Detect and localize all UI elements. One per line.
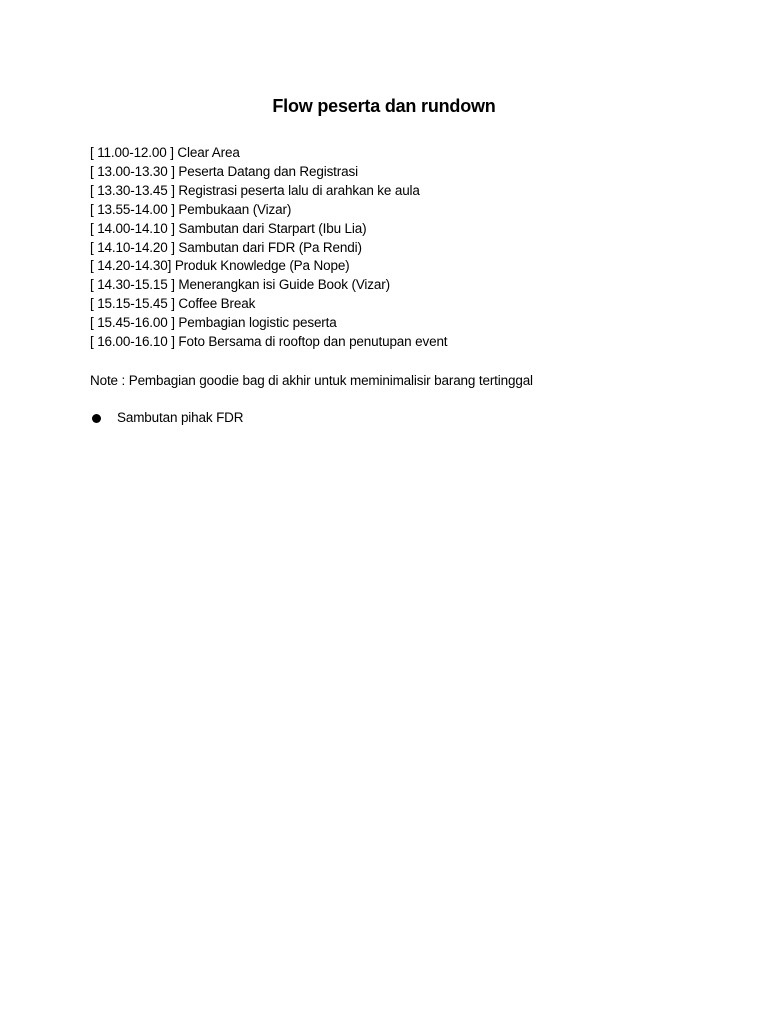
schedule-item: [ 11.00-12.00 ] Clear Area xyxy=(90,145,240,160)
schedule-item: [ 14.10-14.20 ] Sambutan dari FDR (Pa Rendi) xyxy=(90,239,362,255)
schedule-item: [ 16.00-16.10 ] Foto Bersama di rooftop dan penutupan event xyxy=(90,334,448,350)
schedule-item: [ 13.30-13.45 ] Registrasi peserta lalu di arahkan ke aula xyxy=(90,182,420,198)
schedule-item: [ 13.00-13.30 ] Peserta Datang dan Registrasi xyxy=(90,163,358,179)
bullet-text: Sambutan pihak FDR xyxy=(117,410,244,426)
schedule-item: [ 14.00-14.10 ] Sambutan dari Starpart (Ibu Lia) xyxy=(90,220,367,236)
bullet-icon xyxy=(92,414,101,423)
bullet-list-item xyxy=(90,409,243,428)
schedule-item: [ 14.20-14.30] Produk Knowledge (Pa Nope) xyxy=(90,258,350,274)
document-title: Flow peserta dan rundown xyxy=(272,96,496,116)
schedule-list xyxy=(90,144,690,352)
schedule-item: [ 14.30-15.15 ] Menerangkan isi Guide Book (Vizar) xyxy=(90,277,390,293)
schedule-item: [ 13.55-14.00 ] Pembukaan (Vizar) xyxy=(90,201,292,217)
schedule-item: [ 15.45-16.00 ] Pembagian logistic peserta xyxy=(90,315,337,331)
note-text: Note : Pembagian goodie bag di akhir untuk meminimalisir barang tertinggal xyxy=(90,373,533,388)
schedule-item: [ 15.15-15.45 ] Coffee Break xyxy=(90,296,256,312)
